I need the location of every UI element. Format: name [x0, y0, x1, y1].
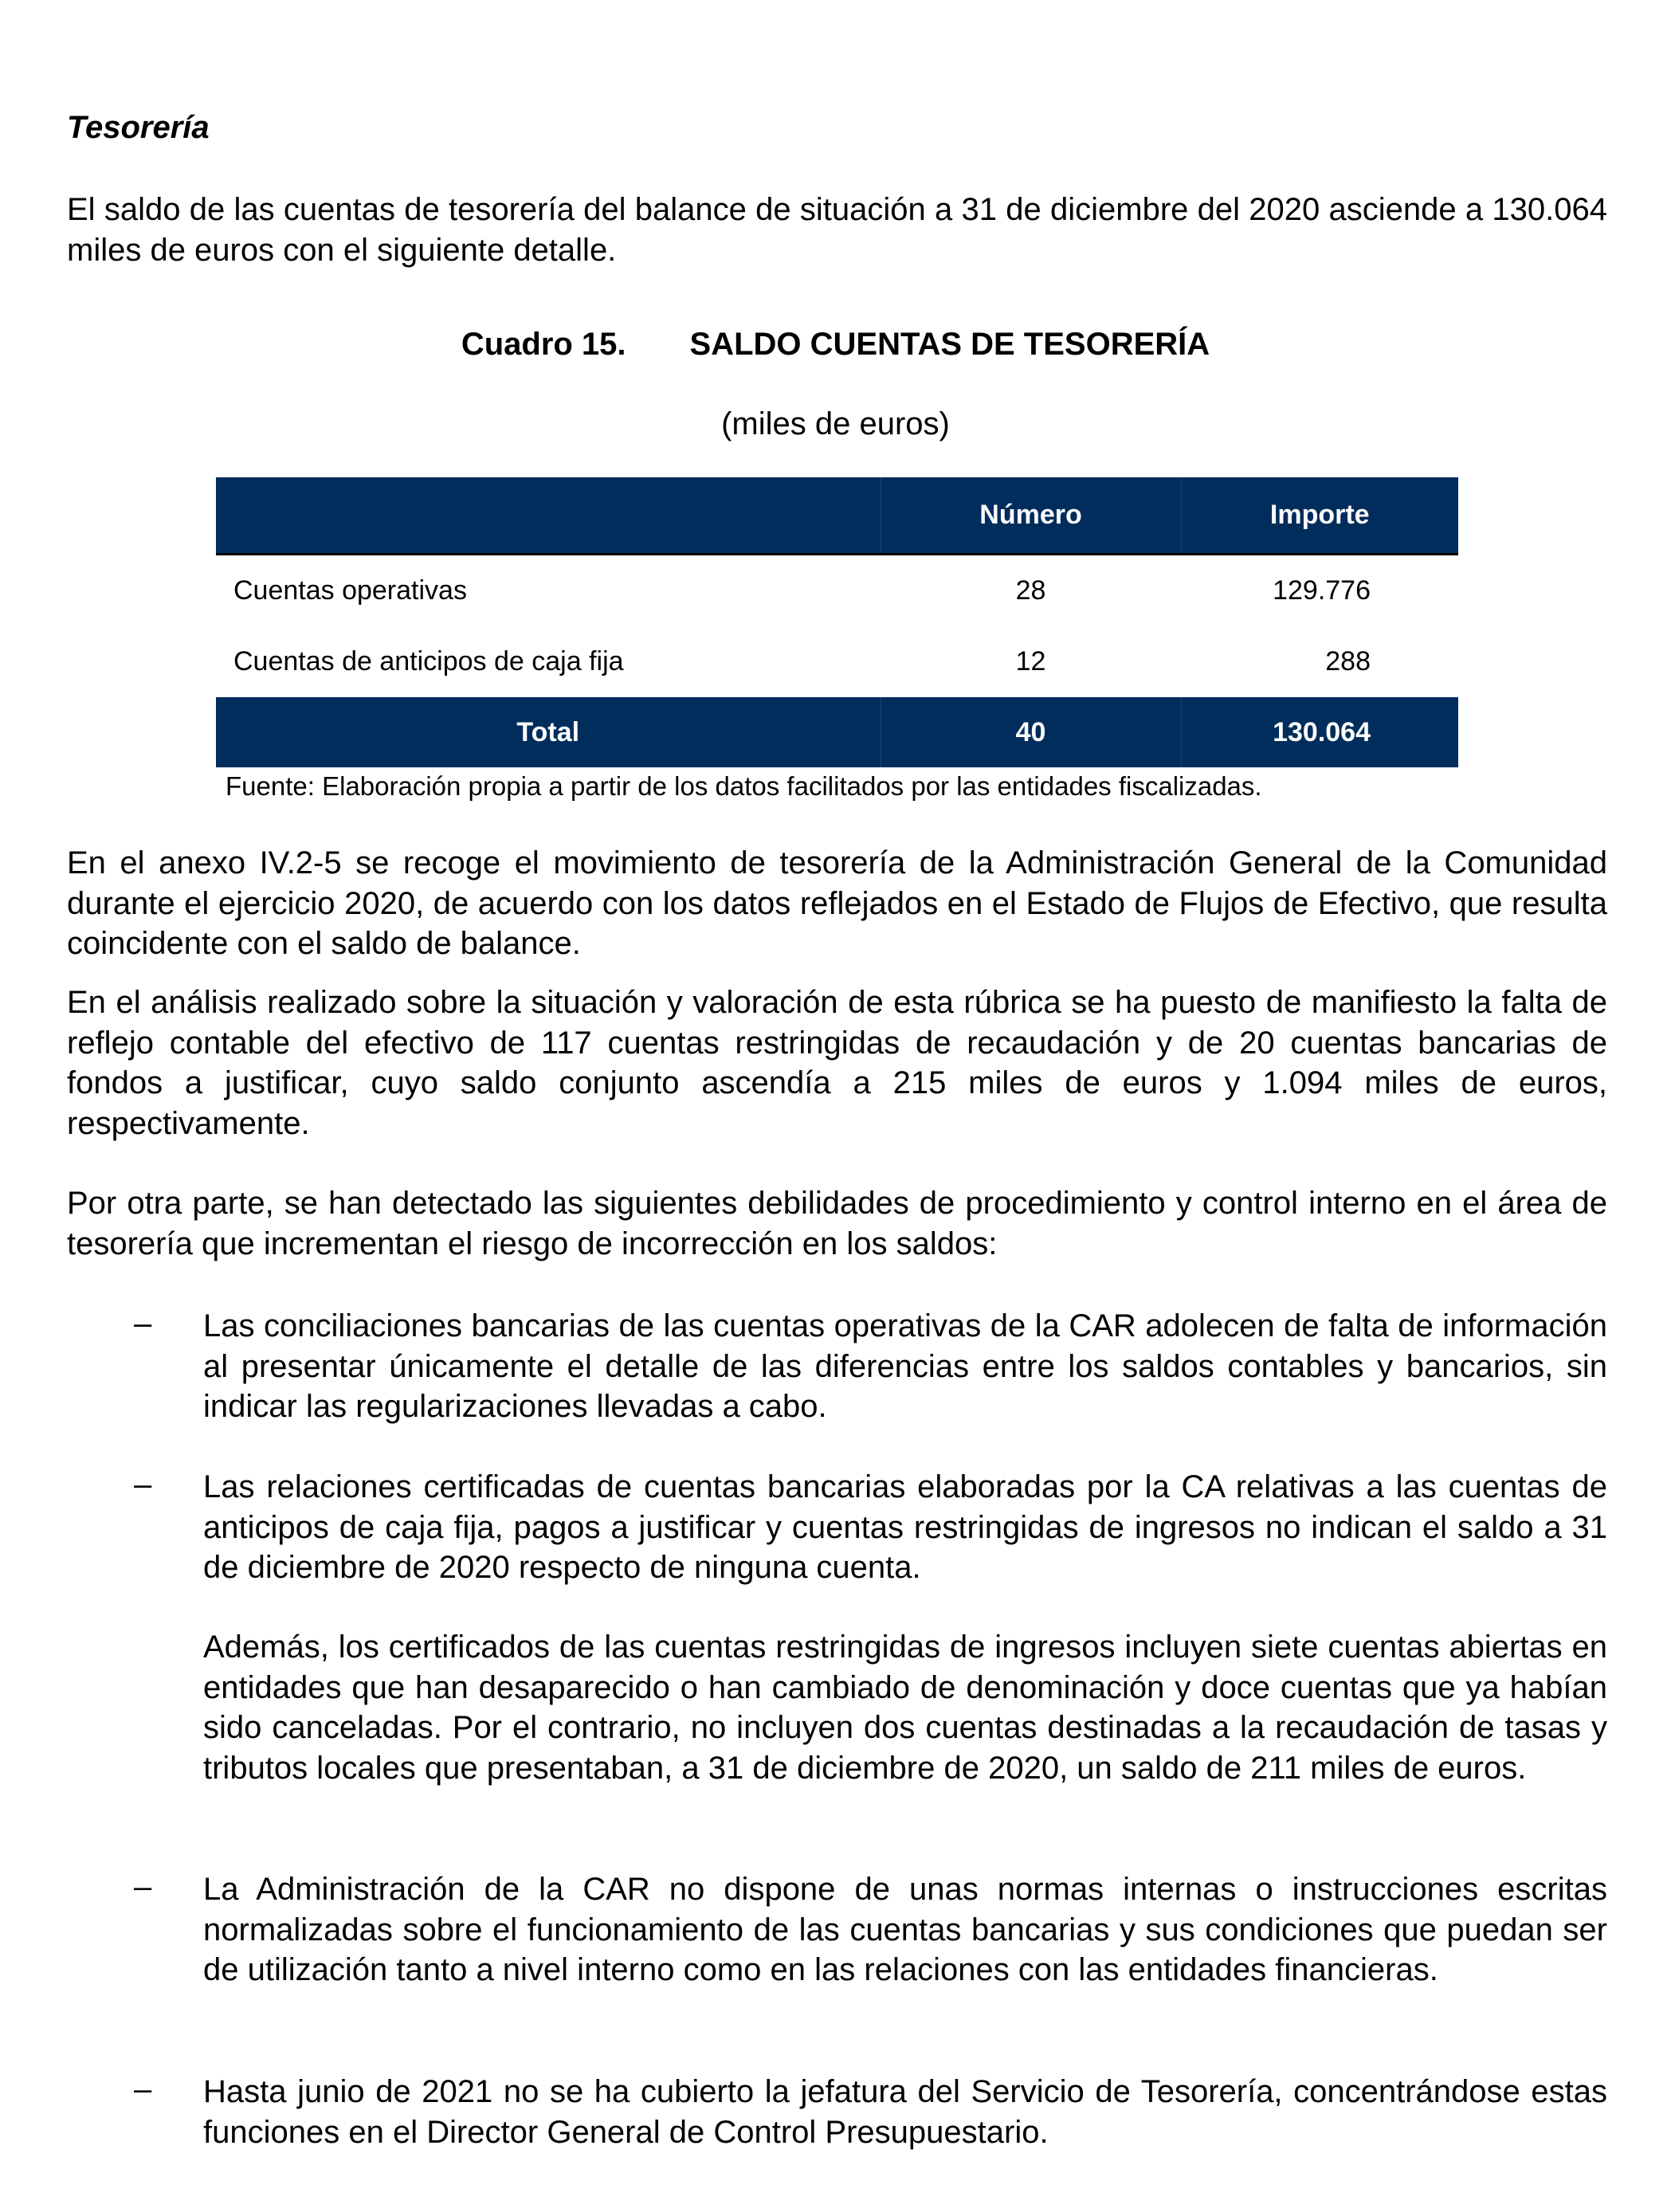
bullet-dash: – — [134, 1306, 152, 1341]
table-row — [216, 555, 1458, 627]
table-units: (miles de euros) — [721, 406, 950, 441]
header-numero: Número — [881, 477, 1181, 555]
total-importe: 130.064 — [1181, 697, 1458, 767]
bullet-dash: – — [134, 1467, 152, 1502]
paragraph: Por otra parte, se han detectado las siguientes debilidades de procedimiento y control interno en el área de tesorería que incrementan el riesgo de incorrección en los saldos: — [67, 1186, 1607, 1261]
bullet-item: Las conciliaciones bancarias de las cuentas operativas de la CAR adolecen de falta de información al presentar únicamente el detalle de las diferencias entre los saldos contables y bancarios, sin indicar las regularizaciones llevadas a cabo. — [203, 1308, 1607, 1424]
row-numero: 12 — [1015, 646, 1046, 677]
bullet-item: Las relaciones certificadas de cuentas bancarias elaboradas por la CA relativas a las cuentas de anticipos de caja fija, pagos a justificar y cuentas restringidas de ingresos no indican el saldo a 31 de diciembre de 2020 respecto de ninguna cuenta. — [203, 1469, 1607, 1585]
intro-paragraph: El saldo de las cuentas de tesorería del balance de situación a 31 de diciembre del 2020 asciende a 130.064 miles de euros con el siguiente detalle. — [67, 192, 1607, 268]
row-label: Cuentas de anticipos de caja fija — [233, 646, 624, 677]
total-label: Total — [216, 697, 881, 767]
bullet-item: La Administración de la CAR no dispone de unas normas internas o instrucciones escritas normalizadas sobre el funcionamiento de las cuentas bancarias y sus condiciones que puedan ser de utilización tanto a nivel interno como en las relaciones con las entidades financieras. — [203, 1872, 1607, 1987]
bullet-continuation: Además, los certificados de las cuentas restringidas de ingresos incluyen siete cuentas abiertas en entidades que han desaparecido o han cambiado de denominación y doce cuentas que ya habían sido canceladas. Por el contrario, no incluyen dos cuentas destinadas a la recaudación de tasas y tributos locales que presentaban, a 31 de diciembre de 2020, un saldo de 211 miles de euros. — [203, 1630, 1607, 1786]
row-importe: 129.776 — [1273, 575, 1371, 606]
header-importe: Importe — [1181, 477, 1458, 555]
row-label: Cuentas operativas — [233, 575, 467, 606]
section-heading: Tesorería — [67, 110, 210, 145]
table-number: Cuadro 15. — [461, 327, 626, 362]
table-title: SALDO CUENTAS DE TESORERÍA — [689, 327, 1210, 362]
header-label — [216, 477, 881, 555]
paragraph: En el análisis realizado sobre la situación y valoración de esta rúbrica se ha puesto de manifiesto la falta de reflejo contable del efectivo de 117 cuentas restringidas de recaudación y de 20 cuentas bancarias de fondos a justificar, cuyo saldo conjunto ascendía a 215 miles de euros y 1.094 miles de euros, respectivamente. — [67, 985, 1607, 1141]
table-caption — [0, 327, 1671, 363]
bullet-dash: – — [134, 1869, 152, 1904]
table-header-row — [216, 477, 1458, 555]
paragraph: En el anexo IV.2-5 se recoge el movimiento de tesorería de la Administración General de la Comunidad durante el ejercicio 2020, de acuerdo con los datos reflejados en el Estado de Flujos de Efectivo, que resulta coincidente con el saldo de balance. — [67, 845, 1607, 961]
bullet-dash: – — [134, 2072, 152, 2107]
treasury-table — [216, 477, 1458, 767]
bullet-item: Hasta junio de 2021 no se ha cubierto la jefatura del Servicio de Tesorería, concentrándose estas funciones en el Director General de Control Presupuestario. — [203, 2074, 1607, 2150]
table-source: Fuente: Elaboración propia a partir de los datos facilitados por las entidades fiscalizadas. — [226, 771, 1262, 801]
table-row — [216, 626, 1458, 697]
total-numero: 40 — [881, 697, 1181, 767]
row-importe: 288 — [1325, 646, 1371, 677]
row-numero: 28 — [1015, 575, 1046, 606]
table-total-row — [216, 697, 1458, 767]
